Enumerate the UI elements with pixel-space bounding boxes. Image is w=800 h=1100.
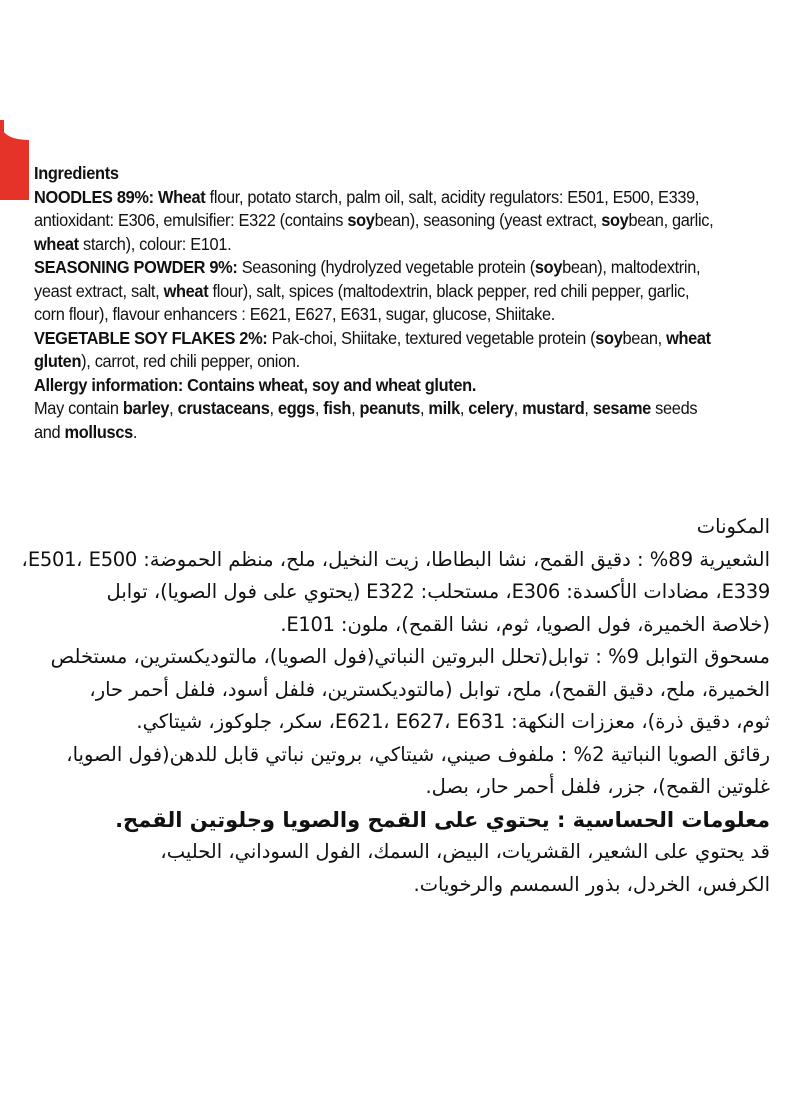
seasoning-line-3: corn flour), flavour enhancers : E621, E627, E631, sugar, glucose, Shiitake.: [34, 304, 556, 324]
english-ingredients: [34, 162, 741, 444]
arabic-heading: المكونات: [696, 515, 770, 538]
arabic-may-contain-line-1: قد يحتوي على الشعير، القشريات، البيض، السمك، الفول السوداني، الحليب،: [160, 840, 770, 863]
noodles-line-1: NOODLES 89%: Wheat flour, potato starch, palm oil, salt, acidity regulators: E501, E500, E339,: [34, 186, 700, 207]
seasoning-line-1: SEASONING POWDER 9%: Seasoning (hydrolyzed vegetable protein (soybean), maltodextrin,: [34, 257, 701, 277]
allergy-information: Allergy information: Contains wheat, soy and wheat gluten.: [34, 374, 477, 395]
arabic-noodles-line-1: الشعيرية 89% : دقيق القمح، نشا البطاطا، زيت النخيل، ملح، منظم الحموضة: E501، E500،: [21, 547, 770, 571]
may-contain-line-1: May contain barley, crustaceans, eggs, fish, peanuts, milk, celery, mustard, sesame seeds: [34, 398, 698, 418]
arabic-vegetable-line-1: رقائق الصويا النباتية 2% : ملفوف صيني، شيتاكي، بروتين نباتي قابل للدهن(فول الصويا،: [66, 742, 770, 766]
vegetable-line-2: gluten), carrot, red chili pepper, onion.: [34, 351, 300, 371]
arabic-seasoning-line-1: مسحوق التوابل 9% : توابل(تحلل البروتين النباتي(فول الصويا)، مالتوديكسترين، مستخلص: [50, 645, 770, 668]
ingredients-heading: Ingredients: [34, 163, 119, 183]
arabic-vegetable-line-2: غلوتين القمح)، جزر، فلفل أحمر حار، بصل.: [425, 775, 770, 798]
arabic-ingredients: [20, 511, 770, 901]
seasoning-line-2: yeast extract, salt, wheat flour), salt, spices (maltodextrin, black pepper, red chili pepper, garlic,: [34, 280, 690, 301]
arabic-noodles-line-2: E339، مضادات الأكسدة: E306، مستحلب: E322 (يحتوي على فول الصويا)، توابل: [106, 580, 770, 603]
noodles-line-3: wheat starch), colour: E101.: [34, 233, 232, 254]
arabic-noodles-line-3: (خلاصة الخميرة، فول الصويا، ثوم، نشا القمح)، ملون: E101.: [280, 612, 770, 636]
arabic-may-contain-line-2: الكرفس، الخردل، بذور السمسم والرخويات.: [413, 872, 770, 896]
arabic-seasoning-line-2: الخميرة، ملح، دقيق القمح)، ملح، توابل (مالتوديكسترين، فلفل أسود، فلفل أحمر حار،: [89, 677, 770, 701]
may-contain-line-2: and molluscs.: [34, 421, 138, 442]
arabic-allergy-information: معلومات الحساسية : يحتوي على القمح والصويا وجلوتين القمح.: [115, 807, 770, 832]
vegetable-line-1: VEGETABLE SOY FLAKES 2%: Pak-choi, Shiitake, textured vegetable protein (soybean, wheat: [34, 327, 711, 348]
arabic-seasoning-line-3: ثوم، دقيق ذرة)، معززات النكهة: E621، E627، E631، سكر، جلوكوز، شيتاكي.: [136, 710, 770, 733]
noodles-line-2: antioxidant: E306, emulsifier: E322 (contains soybean), seasoning (yeast extract, soybean, garlic,: [34, 210, 714, 230]
